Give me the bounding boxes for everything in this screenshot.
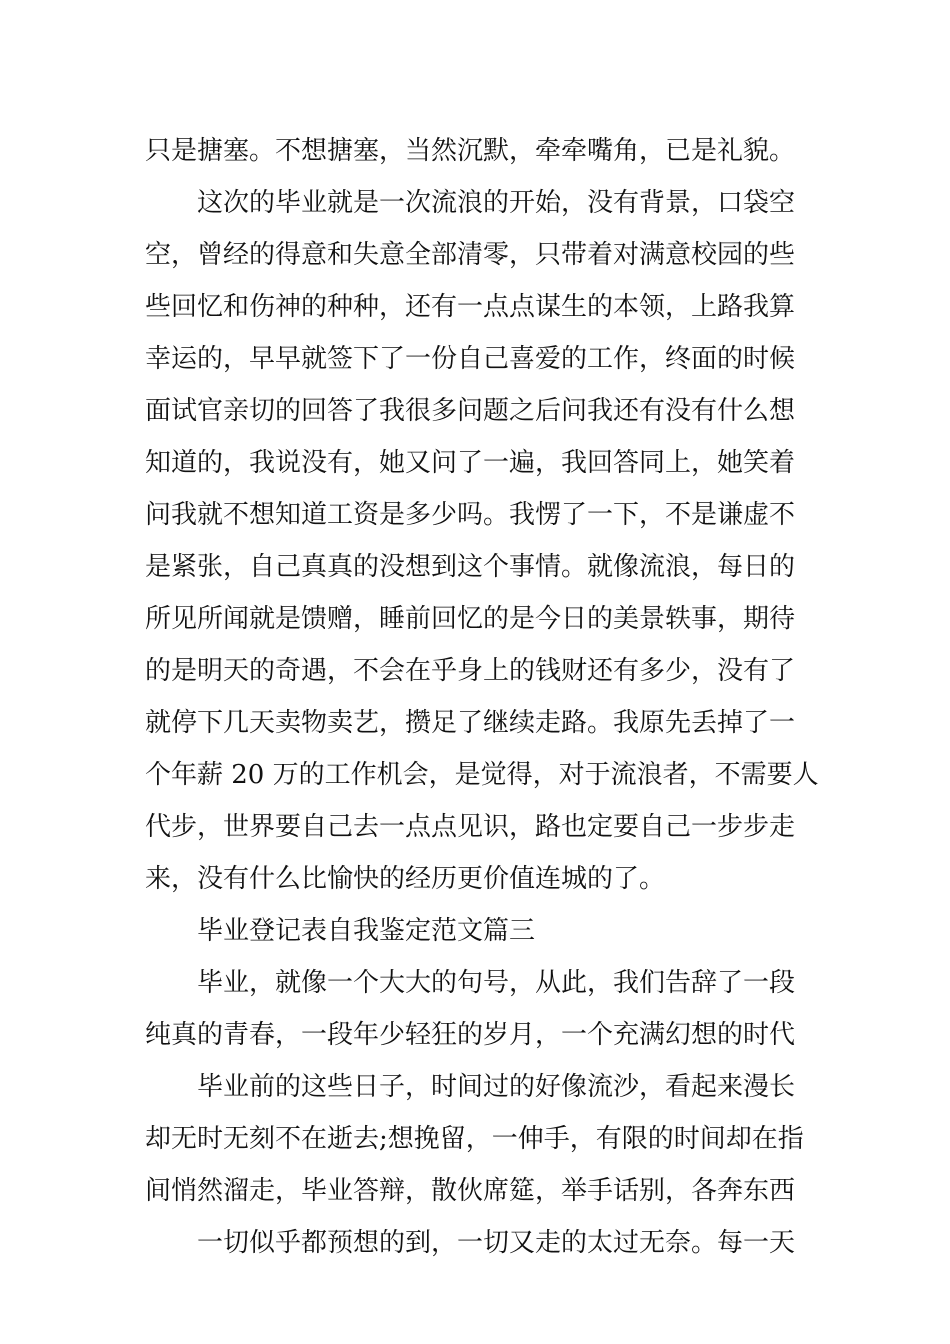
- text-line: 纯真的青春，一段年少轻狂的岁月，一个充满幻想的时代: [145, 1020, 796, 1050]
- paragraph-start-line: 这次的毕业就是一次流浪的开始，没有背景，口袋空: [197, 188, 796, 218]
- text-line: 代步，世界要自己去一点点见识，路也定要自己一步步走: [145, 812, 796, 842]
- paragraph-start-line: 毕业，就像一个大大的句号，从此，我们告辞了一段: [197, 968, 796, 998]
- text-line: 就停下几天卖物卖艺，攒足了继续走路。我原先丢掉了一: [145, 708, 796, 738]
- text-line: 是紧张，自己真真的没想到这个事情。就像流浪，每日的: [145, 552, 796, 582]
- text-line: 间悄然溜走，毕业答辩，散伙席筵，举手话别，各奔东西: [145, 1176, 796, 1206]
- text-line: 所见所闻就是馈赠，睡前回忆的是今日的美景轶事，期待: [145, 604, 796, 634]
- text-line: 些回忆和伤神的种种，还有一点点谋生的本领，上路我算: [145, 292, 796, 322]
- text-line: 却无时无刻不在逝去;想挽留，一伸手，有限的时间却在指: [145, 1124, 804, 1154]
- text-line: 的是明天的奇遇，不会在乎身上的钱财还有多少，没有了: [145, 656, 796, 686]
- section-heading: 毕业登记表自我鉴定范文篇三: [197, 916, 536, 946]
- text-line: 知道的，我说没有，她又问了一遍，我回答同上，她笑着: [145, 448, 796, 478]
- text-line: 来，没有什么比愉快的经历更价值连城的了。: [145, 864, 666, 894]
- text-line: 问我就不想知道工资是多少吗。我愣了一下，不是谦虚不: [145, 500, 796, 530]
- paragraph-start-line: 一切似乎都预想的到，一切又走的太过无奈。每一天: [197, 1228, 796, 1258]
- document-body: [145, 125, 819, 1269]
- text-line: 只是搪塞。不想搪塞，当然沉默，牵牵嘴角，已是礼貌。: [145, 136, 796, 166]
- text-line: 幸运的，早早就签下了一份自己喜爱的工作，终面的时候: [145, 344, 796, 374]
- paragraph-start-line: 毕业前的这些日子，时间过的好像流沙，看起来漫长: [197, 1072, 796, 1102]
- text-line: 空，曾经的得意和失意全部清零，只带着对满意校园的些: [145, 240, 796, 270]
- text-line: 面试官亲切的回答了我很多问题之后问我还有没有什么想: [145, 396, 796, 426]
- text-line: 个年薪 20 万的工作机会，是觉得，对于流浪者，不需要人: [145, 760, 819, 790]
